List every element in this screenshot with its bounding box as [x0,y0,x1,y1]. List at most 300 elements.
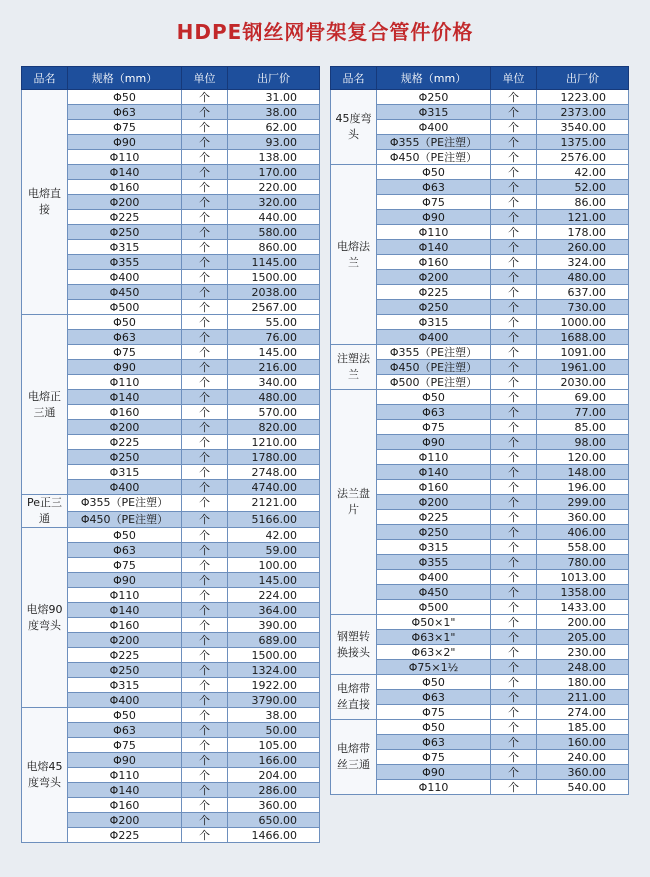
spec-cell: Φ140 [68,165,182,180]
unit-cell: 个 [182,465,228,480]
price-cell: 820.00 [228,420,320,435]
spec-cell: Φ110 [68,588,182,603]
spec-cell: Φ140 [377,240,491,255]
price-cell: 93.00 [228,135,320,150]
unit-cell: 个 [182,633,228,648]
unit-cell: 个 [182,603,228,618]
price-cell: 2373.00 [537,105,629,120]
price-cell: 1210.00 [228,435,320,450]
spec-cell: Φ450 [377,585,491,600]
header-unit: 单位 [491,67,537,90]
price-cell: 2030.00 [537,375,629,390]
price-cell: 211.00 [537,690,629,705]
unit-cell: 个 [491,285,537,300]
spec-cell: Φ225 [68,435,182,450]
unit-cell: 个 [182,210,228,225]
unit-cell: 个 [491,390,537,405]
unit-cell: 个 [182,543,228,558]
unit-cell: 个 [491,585,537,600]
unit-cell: 个 [491,645,537,660]
header-spec: 规格（mm） [377,67,491,90]
price-cell: 62.00 [228,120,320,135]
price-cell: 3540.00 [537,120,629,135]
price-cell: 580.00 [228,225,320,240]
price-cell: 55.00 [228,315,320,330]
spec-cell: Φ250 [377,300,491,315]
spec-cell: Φ315 [68,240,182,255]
unit-cell: 个 [491,660,537,675]
unit-cell: 个 [182,495,228,512]
spec-cell: Φ355 [377,555,491,570]
unit-cell: 个 [491,780,537,795]
price-cell: 138.00 [228,150,320,165]
price-cell: 2121.00 [228,495,320,512]
price-cell: 390.00 [228,618,320,633]
price-cell: 570.00 [228,405,320,420]
unit-cell: 个 [182,90,228,105]
price-cell: 1500.00 [228,648,320,663]
table-row [331,720,629,735]
price-cell: 2576.00 [537,150,629,165]
unit-cell: 个 [491,375,537,390]
price-cell: 185.00 [537,720,629,735]
unit-cell: 个 [182,360,228,375]
price-cell: 274.00 [537,705,629,720]
category-cell: 电熔法兰 [331,165,377,345]
spec-cell: Φ160 [68,180,182,195]
price-cell: 120.00 [537,450,629,465]
price-cell: 1013.00 [537,570,629,585]
unit-cell: 个 [491,705,537,720]
unit-cell: 个 [491,150,537,165]
price-cell: 216.00 [228,360,320,375]
spec-cell: Φ355（PE注塑） [68,495,182,512]
unit-cell: 个 [491,420,537,435]
spec-cell: Φ225 [68,210,182,225]
price-cell: 1780.00 [228,450,320,465]
unit-cell: 个 [182,678,228,693]
table-row [331,615,629,630]
category-cell: 钢塑转换接头 [331,615,377,675]
price-cell: 52.00 [537,180,629,195]
category-cell: 电熔带丝直接 [331,675,377,720]
price-cell: 540.00 [537,780,629,795]
spec-cell: Φ500 [68,300,182,315]
price-cell: 364.00 [228,603,320,618]
price-cell: 360.00 [537,510,629,525]
price-cell: 50.00 [228,723,320,738]
spec-cell: Φ90 [68,360,182,375]
spec-cell: Φ140 [68,390,182,405]
unit-cell: 个 [491,540,537,555]
price-cell: 230.00 [537,645,629,660]
spec-cell: Φ400 [377,120,491,135]
price-cell: 121.00 [537,210,629,225]
unit-cell: 个 [182,285,228,300]
price-cell: 1145.00 [228,255,320,270]
spec-cell: Φ75 [377,705,491,720]
unit-cell: 个 [182,405,228,420]
price-cell: 85.00 [537,420,629,435]
unit-cell: 个 [182,330,228,345]
unit-cell: 个 [491,210,537,225]
unit-cell: 个 [182,693,228,708]
spec-cell: Φ75 [68,558,182,573]
unit-cell: 个 [182,588,228,603]
spec-cell: Φ50 [68,90,182,105]
unit-cell: 个 [491,360,537,375]
spec-cell: Φ400 [68,270,182,285]
unit-cell: 个 [491,675,537,690]
price-cell: 224.00 [228,588,320,603]
unit-cell: 个 [491,435,537,450]
category-cell: 电熔90度弯头 [22,528,68,708]
category-cell: Pe正三通 [22,495,68,528]
spec-cell: Φ450（PE注塑） [377,150,491,165]
unit-cell: 个 [491,405,537,420]
spec-cell: Φ140 [68,603,182,618]
price-cell: 160.00 [537,735,629,750]
page-title: HDPE钢丝网骨架复合管件价格 [176,20,474,44]
unit-cell: 个 [491,120,537,135]
price-cell: 76.00 [228,330,320,345]
category-cell: 电熔直接 [22,90,68,315]
unit-cell: 个 [182,420,228,435]
table-row [331,165,629,180]
category-cell: 45度弯头 [331,90,377,165]
unit-cell: 个 [491,270,537,285]
header-price: 出厂价 [537,67,629,90]
unit-cell: 个 [491,570,537,585]
price-cell: 1961.00 [537,360,629,375]
unit-cell: 个 [182,135,228,150]
price-cell: 360.00 [537,765,629,780]
spec-cell: Φ400 [377,330,491,345]
spec-cell: Φ250 [68,450,182,465]
spec-cell: Φ90 [377,435,491,450]
spec-cell: Φ50 [377,675,491,690]
header-name: 品名 [22,67,68,90]
price-cell: 77.00 [537,405,629,420]
price-cell: 1375.00 [537,135,629,150]
table-row [22,315,320,330]
spec-cell: Φ63 [68,723,182,738]
spec-cell: Φ90 [68,753,182,768]
price-cell: 145.00 [228,573,320,588]
unit-cell: 个 [491,630,537,645]
price-cell: 220.00 [228,180,320,195]
spec-cell: Φ400 [68,693,182,708]
price-cell: 1091.00 [537,345,629,360]
unit-cell: 个 [491,765,537,780]
spec-cell: Φ225 [377,285,491,300]
unit-cell: 个 [182,450,228,465]
spec-cell: Φ140 [68,783,182,798]
unit-cell: 个 [491,615,537,630]
price-cell: 200.00 [537,615,629,630]
spec-cell: Φ200 [377,270,491,285]
price-cell: 1324.00 [228,663,320,678]
price-cell: 1433.00 [537,600,629,615]
spec-cell: Φ75 [68,120,182,135]
unit-cell: 个 [491,165,537,180]
price-cell: 69.00 [537,390,629,405]
price-cell: 248.00 [537,660,629,675]
unit-cell: 个 [182,345,228,360]
unit-cell: 个 [182,511,228,528]
unit-cell: 个 [491,135,537,150]
spec-cell: Φ50 [377,390,491,405]
unit-cell: 个 [491,240,537,255]
unit-cell: 个 [491,330,537,345]
unit-cell: 个 [491,480,537,495]
spec-cell: Φ63 [377,735,491,750]
spec-cell: Φ63×1" [377,630,491,645]
price-cell: 1223.00 [537,90,629,105]
spec-cell: Φ200 [68,420,182,435]
table-row [22,90,320,105]
spec-cell: Φ450（PE注塑） [68,511,182,528]
unit-cell: 个 [182,480,228,495]
price-cell: 440.00 [228,210,320,225]
unit-cell: 个 [182,738,228,753]
category-cell: 注塑法兰 [331,345,377,390]
table-row [331,390,629,405]
spec-cell: Φ450（PE注塑） [377,360,491,375]
unit-cell: 个 [491,735,537,750]
price-cell: 204.00 [228,768,320,783]
spec-cell: Φ63 [68,330,182,345]
price-cell: 178.00 [537,225,629,240]
price-cell: 86.00 [537,195,629,210]
header-unit: 单位 [182,67,228,90]
unit-cell: 个 [182,150,228,165]
header-name: 品名 [331,67,377,90]
category-cell: 电熔正三通 [22,315,68,495]
spec-cell: Φ50 [377,165,491,180]
unit-cell: 个 [491,525,537,540]
unit-cell: 个 [491,465,537,480]
unit-cell: 个 [182,723,228,738]
price-cell: 5166.00 [228,511,320,528]
table-row [331,345,629,360]
unit-cell: 个 [182,180,228,195]
spec-cell: Φ200 [68,633,182,648]
right-price-table [330,66,629,795]
spec-cell: Φ90 [377,210,491,225]
spec-cell: Φ75 [377,420,491,435]
price-cell: 105.00 [228,738,320,753]
spec-cell: Φ50 [68,708,182,723]
spec-cell: Φ250 [377,90,491,105]
price-cell: 637.00 [537,285,629,300]
spec-cell: Φ200 [377,495,491,510]
spec-cell: Φ75 [68,345,182,360]
spec-cell: Φ90 [68,573,182,588]
spec-cell: Φ315 [68,678,182,693]
header-spec: 规格（mm） [68,67,182,90]
category-cell: 法兰盘片 [331,390,377,615]
price-cell: 1358.00 [537,585,629,600]
unit-cell: 个 [491,300,537,315]
unit-cell: 个 [182,105,228,120]
header-price: 出厂价 [228,67,320,90]
spec-cell: Φ315 [377,105,491,120]
table-row [22,528,320,543]
unit-cell: 个 [182,165,228,180]
spec-cell: Φ315 [377,540,491,555]
unit-cell: 个 [182,753,228,768]
left-table-body [22,90,320,843]
unit-cell: 个 [182,618,228,633]
spec-cell: Φ250 [377,525,491,540]
spec-cell: Φ110 [377,225,491,240]
unit-cell: 个 [182,558,228,573]
unit-cell: 个 [491,180,537,195]
unit-cell: 个 [182,120,228,135]
price-cell: 324.00 [537,255,629,270]
unit-cell: 个 [182,195,228,210]
price-cell: 650.00 [228,813,320,828]
price-cell: 170.00 [228,165,320,180]
unit-cell: 个 [182,270,228,285]
unit-cell: 个 [491,720,537,735]
price-cell: 2748.00 [228,465,320,480]
unit-cell: 个 [491,495,537,510]
unit-cell: 个 [182,708,228,723]
spec-cell: Φ140 [377,465,491,480]
unit-cell: 个 [182,255,228,270]
spec-cell: Φ110 [68,768,182,783]
unit-cell: 个 [491,555,537,570]
spec-cell: Φ160 [68,405,182,420]
unit-cell: 个 [182,768,228,783]
price-cell: 340.00 [228,375,320,390]
spec-cell: Φ400 [68,480,182,495]
spec-cell: Φ63 [68,105,182,120]
spec-cell: Φ90 [377,765,491,780]
unit-cell: 个 [182,783,228,798]
price-cell: 148.00 [537,465,629,480]
spec-cell: Φ160 [68,798,182,813]
unit-cell: 个 [182,315,228,330]
spec-cell: Φ160 [68,618,182,633]
unit-cell: 个 [182,573,228,588]
spec-cell: Φ315 [377,315,491,330]
left-price-table [21,66,320,843]
price-cell: 180.00 [537,675,629,690]
unit-cell: 个 [491,690,537,705]
unit-cell: 个 [182,240,228,255]
spec-cell: Φ110 [377,450,491,465]
price-cell: 4740.00 [228,480,320,495]
unit-cell: 个 [491,90,537,105]
left-header-row [22,67,320,90]
spec-cell: Φ50 [68,315,182,330]
spec-cell: Φ160 [377,480,491,495]
spec-cell: Φ63×2" [377,645,491,660]
spec-cell: Φ63 [377,405,491,420]
price-cell: 1466.00 [228,828,320,843]
price-cell: 860.00 [228,240,320,255]
spec-cell: Φ110 [377,780,491,795]
unit-cell: 个 [491,255,537,270]
price-cell: 31.00 [228,90,320,105]
unit-cell: 个 [491,450,537,465]
spec-cell: Φ110 [68,375,182,390]
price-cell: 406.00 [537,525,629,540]
spec-cell: Φ250 [68,225,182,240]
spec-cell: Φ63 [377,690,491,705]
spec-cell: Φ315 [68,465,182,480]
spec-cell: Φ200 [68,195,182,210]
price-cell: 260.00 [537,240,629,255]
unit-cell: 个 [491,510,537,525]
price-cell: 689.00 [228,633,320,648]
spec-cell: Φ50 [68,528,182,543]
price-cell: 1000.00 [537,315,629,330]
unit-cell: 个 [491,315,537,330]
spec-cell: Φ225 [68,828,182,843]
table-row [22,708,320,723]
unit-cell: 个 [491,345,537,360]
price-cell: 2567.00 [228,300,320,315]
price-cell: 166.00 [228,753,320,768]
category-cell: 电熔45度弯头 [22,708,68,843]
spec-cell: Φ250 [68,663,182,678]
right-header-row [331,67,629,90]
spec-cell: Φ90 [68,135,182,150]
spec-cell: Φ63 [68,543,182,558]
price-cell: 780.00 [537,555,629,570]
price-cell: 240.00 [537,750,629,765]
unit-cell: 个 [491,600,537,615]
price-cell: 3790.00 [228,693,320,708]
spec-cell: Φ200 [68,813,182,828]
table-row [22,495,320,512]
spec-cell: Φ225 [68,648,182,663]
unit-cell: 个 [182,528,228,543]
unit-cell: 个 [491,750,537,765]
price-cell: 42.00 [537,165,629,180]
spec-cell: Φ500 [377,600,491,615]
unit-cell: 个 [182,390,228,405]
spec-cell: Φ355 [68,255,182,270]
right-table-body [331,90,629,795]
price-cell: 2038.00 [228,285,320,300]
price-cell: 299.00 [537,495,629,510]
price-cell: 205.00 [537,630,629,645]
unit-cell: 个 [182,663,228,678]
unit-cell: 个 [491,195,537,210]
spec-cell: Φ160 [377,255,491,270]
price-cell: 1922.00 [228,678,320,693]
unit-cell: 个 [182,375,228,390]
unit-cell: 个 [182,300,228,315]
unit-cell: 个 [182,648,228,663]
spec-cell: Φ500（PE注塑） [377,375,491,390]
table-row [331,675,629,690]
spec-cell: Φ75 [68,738,182,753]
price-cell: 730.00 [537,300,629,315]
price-cell: 98.00 [537,435,629,450]
unit-cell: 个 [182,828,228,843]
spec-cell: Φ355（PE注塑） [377,135,491,150]
price-cell: 480.00 [228,390,320,405]
price-cell: 480.00 [537,270,629,285]
spec-cell: Φ110 [68,150,182,165]
spec-cell: Φ50×1" [377,615,491,630]
